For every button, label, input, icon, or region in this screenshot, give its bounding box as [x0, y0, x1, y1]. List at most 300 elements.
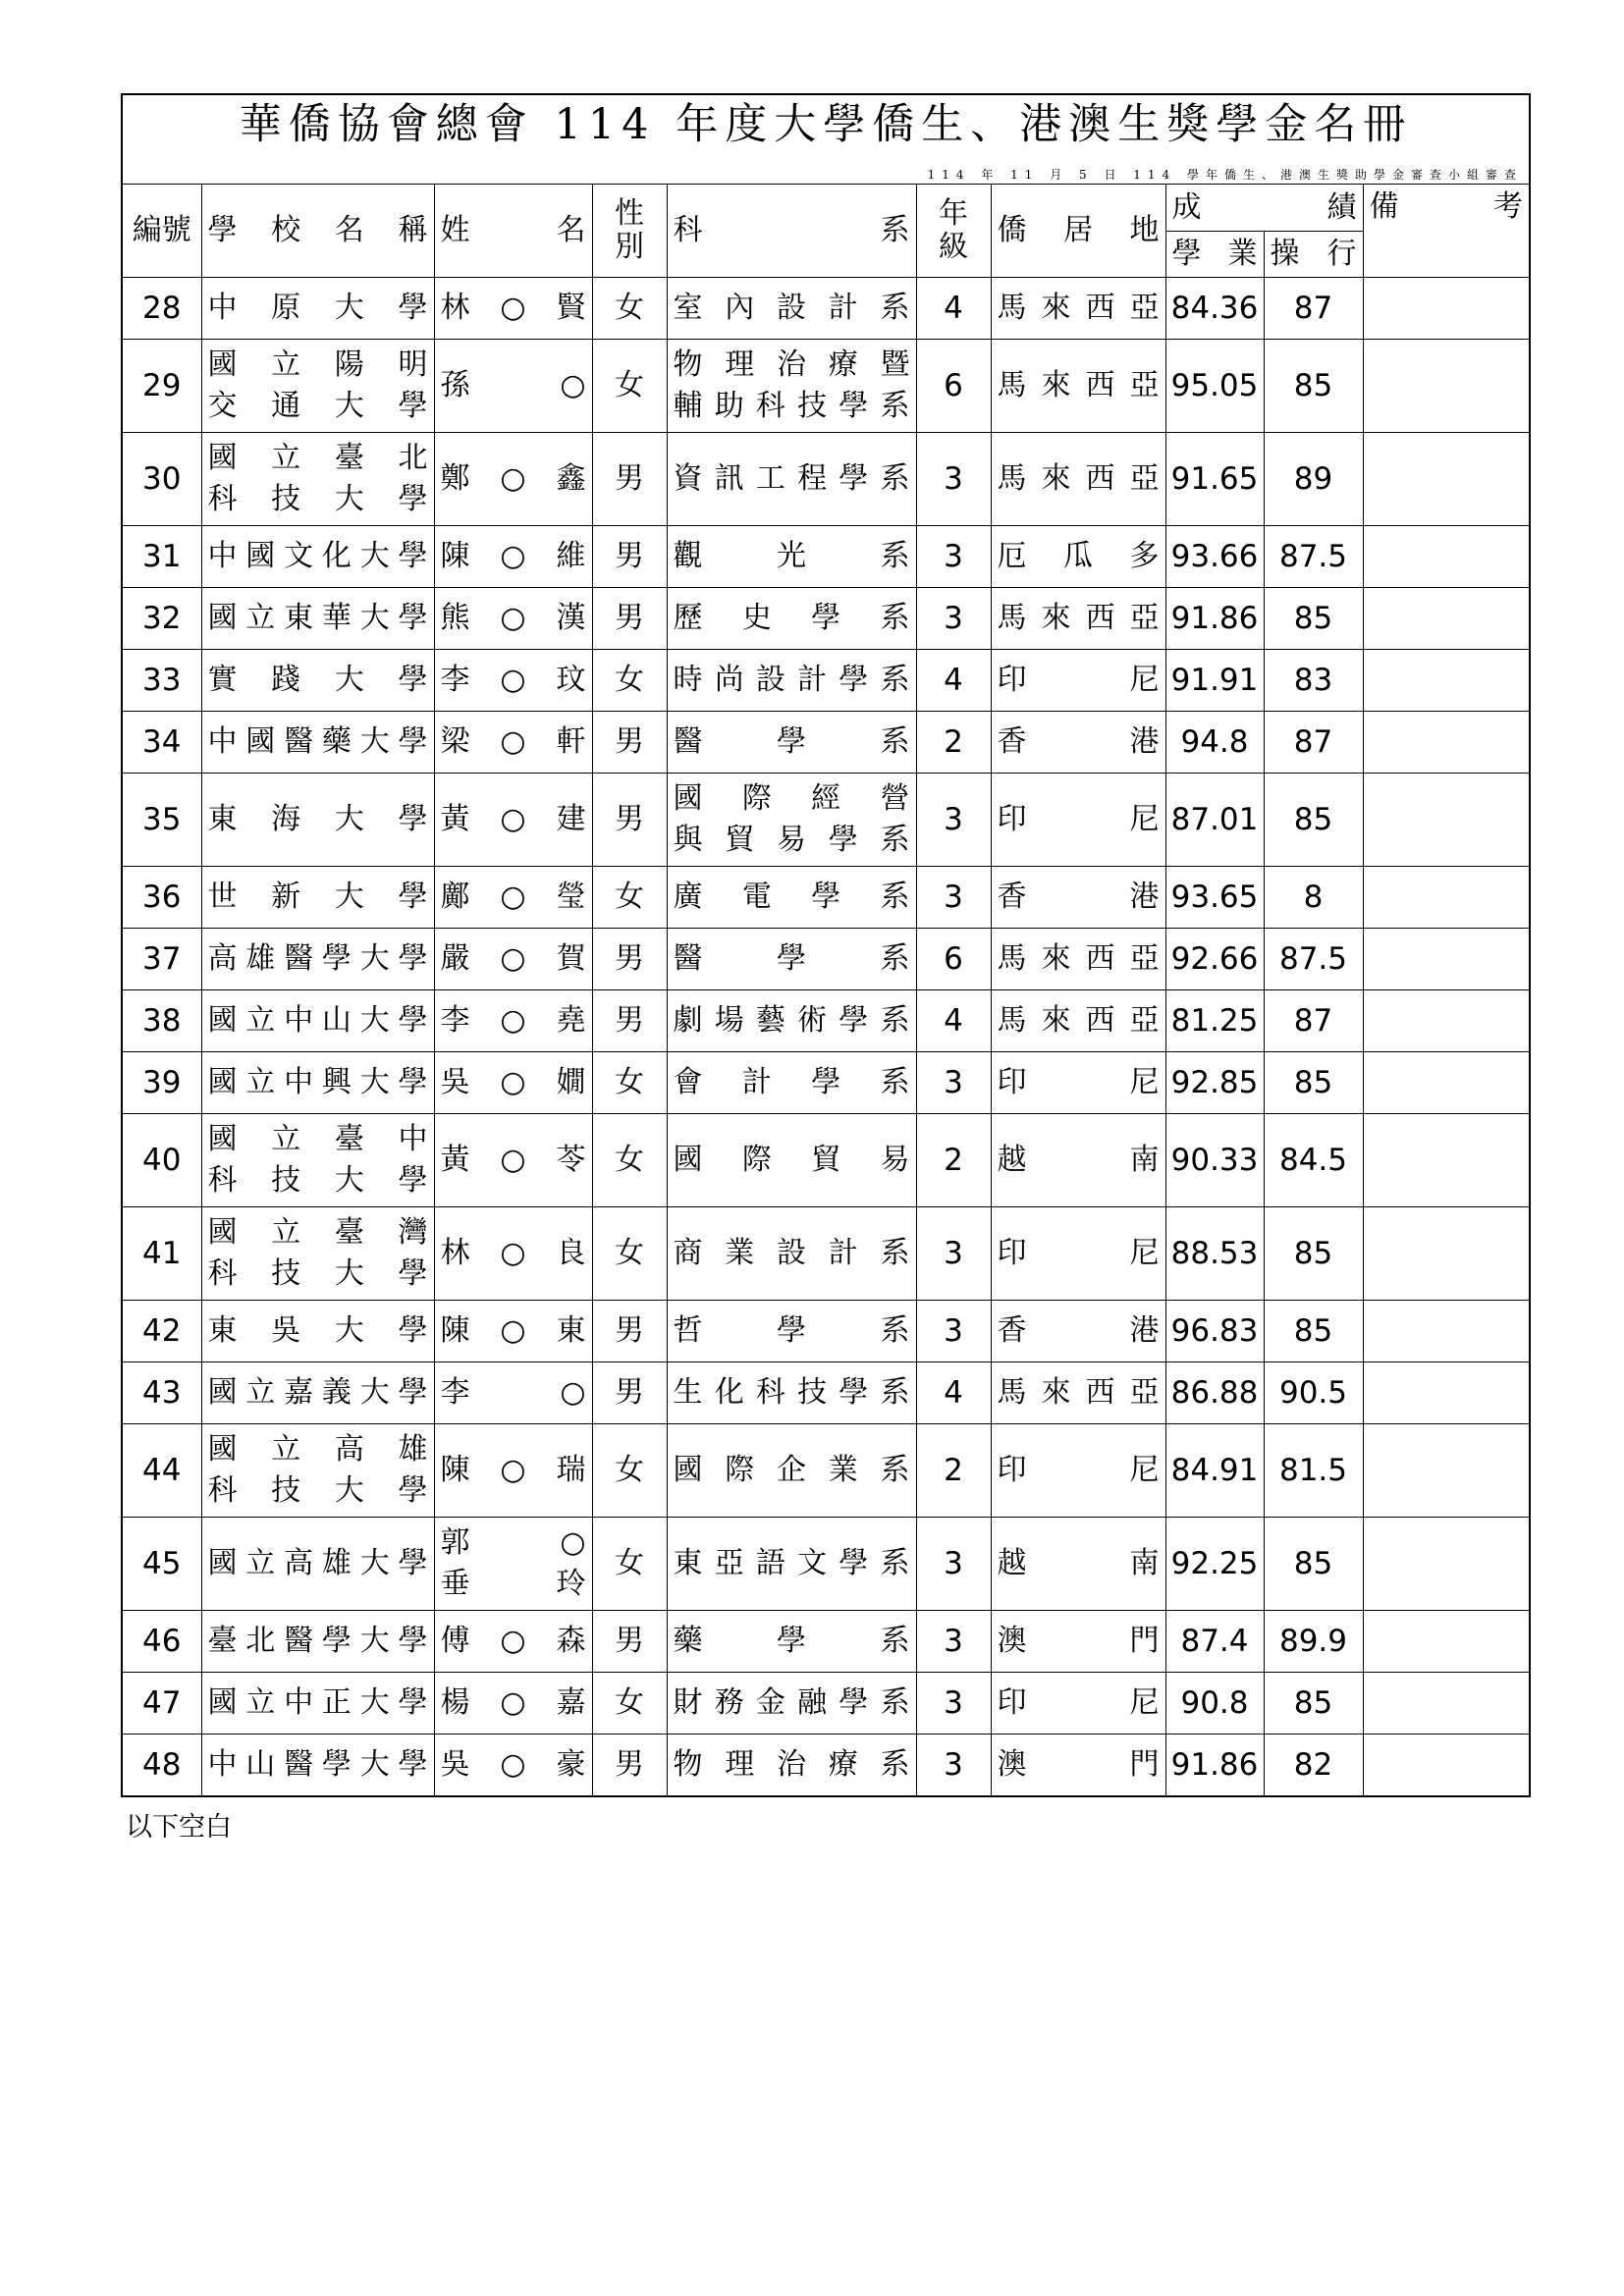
header-gender-line1: 性: [615, 196, 644, 231]
conduct-score: 89.9: [1264, 1611, 1363, 1673]
school-name-line: 國 立 高 雄: [207, 1432, 428, 1467]
residence-text: 印 尼: [997, 802, 1160, 836]
conduct-score: 87: [1264, 712, 1363, 774]
conduct-score: 82: [1264, 1735, 1363, 1796]
table-row: [122, 929, 1530, 990]
conduct-score: 87: [1264, 278, 1363, 340]
school-name-line: 高 雄 醫 學 大 學: [207, 941, 428, 976]
student-name: [434, 1518, 592, 1611]
scholarship-roster-sheet: [121, 93, 1529, 1843]
residence: [991, 1362, 1165, 1424]
school-name-line: 國 立 臺 灣: [207, 1215, 428, 1250]
row-number: 37: [122, 929, 201, 990]
student-name: [434, 526, 592, 588]
student-name: [434, 1207, 592, 1301]
table-row: [122, 278, 1530, 340]
title-cell: [122, 94, 1530, 185]
remarks: [1363, 340, 1530, 433]
school-name: [201, 712, 434, 774]
grade: 3: [916, 1301, 991, 1362]
residence-text: 越 南: [997, 1143, 1160, 1177]
school-name-line: 國 立 東 華 大 學: [207, 601, 428, 635]
header-grade: [916, 185, 991, 278]
conduct-score: 87.5: [1264, 526, 1363, 588]
academic-score: 96.83: [1165, 1301, 1264, 1362]
academic-score: 84.91: [1165, 1424, 1264, 1518]
gender: 女: [592, 340, 667, 433]
grade: 4: [916, 1362, 991, 1424]
title-row: [122, 94, 1530, 185]
residence-text: 馬 來 西 亞: [997, 368, 1160, 402]
grade: 3: [916, 433, 991, 526]
department-line: 國 際 經 營: [673, 781, 910, 816]
remarks: [1363, 1362, 1530, 1424]
table-row: [122, 712, 1530, 774]
student-name: [434, 1735, 592, 1796]
conduct-score: 87: [1264, 990, 1363, 1052]
student-name: [434, 1424, 592, 1518]
gender: 女: [592, 650, 667, 712]
gender: 女: [592, 1518, 667, 1611]
table-row: [122, 990, 1530, 1052]
school-name-line: 東 海 大 學: [207, 802, 428, 836]
table-row: [122, 1424, 1530, 1518]
remarks: [1363, 929, 1530, 990]
school-name: [201, 340, 434, 433]
header-scores: 成 績: [1165, 185, 1363, 232]
school-name: [201, 1518, 434, 1611]
student-name-line: 熊 ○ 漢: [440, 601, 586, 635]
academic-score: 95.05: [1165, 340, 1264, 433]
student-name: [434, 774, 592, 867]
department-line: 時 尚 設 計 學 系: [673, 663, 910, 697]
student-name-line: 鄭 ○ 鑫: [440, 461, 586, 496]
department-line: 物 理 治 療 系: [673, 1746, 910, 1782]
header-residence: 僑 居 地: [991, 185, 1165, 278]
school-name: [201, 990, 434, 1052]
department: [667, 1424, 916, 1518]
row-number: 30: [122, 433, 201, 526]
department: [667, 1362, 916, 1424]
conduct-score: 85: [1264, 1301, 1363, 1362]
remarks: [1363, 1673, 1530, 1735]
conduct-score: 84.5: [1264, 1114, 1363, 1207]
school-name: [201, 588, 434, 650]
residence: [991, 1611, 1165, 1673]
student-name-line: 陳 ○ 維: [440, 539, 586, 573]
student-name: [434, 278, 592, 340]
department-line: 財 務 金 融 學 系: [673, 1685, 910, 1720]
gender: 男: [592, 990, 667, 1052]
school-name: [201, 867, 434, 929]
header-gender: [592, 185, 667, 278]
department-line: 商 業 設 計 系: [673, 1236, 910, 1270]
academic-score: 88.53: [1165, 1207, 1264, 1301]
academic-score: 90.8: [1165, 1673, 1264, 1735]
department-line: 藥 學 系: [673, 1624, 910, 1658]
table-row: [122, 1362, 1530, 1424]
department-line: 國 際 企 業 系: [673, 1453, 910, 1487]
grade: 3: [916, 1052, 991, 1114]
residence: [991, 1518, 1165, 1611]
table-row: [122, 340, 1530, 433]
gender: 男: [592, 1611, 667, 1673]
student-name-line: 黃 ○ 苓: [440, 1143, 586, 1177]
student-name: [434, 1362, 592, 1424]
header-gender-line2: 別: [615, 230, 644, 264]
school-name-line: 科 技 大 學: [207, 1163, 428, 1198]
grade: 2: [916, 1424, 991, 1518]
table-row: [122, 1301, 1530, 1362]
grade: 3: [916, 1518, 991, 1611]
gender: 男: [592, 712, 667, 774]
table-row: [122, 1114, 1530, 1207]
department: [667, 650, 916, 712]
residence: [991, 990, 1165, 1052]
residence: [991, 588, 1165, 650]
student-name: [434, 588, 592, 650]
residence-text: 馬 來 西 亞: [997, 461, 1160, 496]
table-row: [122, 774, 1530, 867]
school-name-line: 中 原 大 學: [207, 291, 428, 325]
student-name-line: 梁 ○ 軒: [440, 724, 586, 759]
student-name: [434, 1114, 592, 1207]
row-number: 35: [122, 774, 201, 867]
student-name-line: 李 ○ 玟: [440, 663, 586, 697]
student-name-line: 吳 ○ 豪: [440, 1746, 586, 1782]
conduct-score: 83: [1264, 650, 1363, 712]
student-name: [434, 1301, 592, 1362]
remarks: [1363, 1301, 1530, 1362]
conduct-score: 85: [1264, 588, 1363, 650]
school-name: [201, 1735, 434, 1796]
school-name-line: 國 立 中 興 大 學: [207, 1065, 428, 1099]
department: [667, 1301, 916, 1362]
residence-text: 澳 門: [997, 1624, 1160, 1658]
remarks: [1363, 990, 1530, 1052]
student-name: [434, 1611, 592, 1673]
school-name: [201, 1052, 434, 1114]
school-name: [201, 1114, 434, 1207]
header-name: 姓 名: [434, 185, 592, 278]
academic-score: 90.33: [1165, 1114, 1264, 1207]
academic-score: 91.91: [1165, 650, 1264, 712]
remarks: [1363, 1424, 1530, 1518]
department: [667, 774, 916, 867]
grade: 3: [916, 1207, 991, 1301]
student-name: [434, 1052, 592, 1114]
conduct-score: 81.5: [1264, 1424, 1363, 1518]
department-line: 東 亞 語 文 學 系: [673, 1546, 910, 1580]
residence: [991, 1424, 1165, 1518]
grade: 3: [916, 867, 991, 929]
residence: [991, 278, 1165, 340]
grade: 4: [916, 990, 991, 1052]
grade: 6: [916, 340, 991, 433]
academic-score: 94.8: [1165, 712, 1264, 774]
department-line: 物 理 治 療 暨: [673, 347, 910, 382]
header-school: 學 校 名 稱: [201, 185, 434, 278]
student-name: [434, 712, 592, 774]
academic-score: 93.65: [1165, 867, 1264, 929]
row-number: 46: [122, 1611, 201, 1673]
department-line: 與 貿 易 學 系: [673, 823, 910, 857]
department: [667, 1673, 916, 1735]
row-number: 47: [122, 1673, 201, 1735]
department-line: 廣 電 學 系: [673, 880, 910, 914]
school-name: [201, 1424, 434, 1518]
gender: 男: [592, 526, 667, 588]
residence-text: 馬 來 西 亞: [997, 601, 1160, 635]
school-name: [201, 1301, 434, 1362]
residence: [991, 340, 1165, 433]
residence: [991, 1735, 1165, 1796]
gender: 女: [592, 1114, 667, 1207]
residence: [991, 867, 1165, 929]
grade: 2: [916, 1114, 991, 1207]
department: [667, 1518, 916, 1611]
department: [667, 278, 916, 340]
table-row: [122, 588, 1530, 650]
student-name-line: 垂 玲: [440, 1567, 586, 1601]
academic-score: 92.66: [1165, 929, 1264, 990]
remarks: [1363, 278, 1530, 340]
residence-text: 印 尼: [997, 1065, 1160, 1099]
department-line: 輔 助 科 技 學 系: [673, 389, 910, 423]
conduct-score: 87.5: [1264, 929, 1363, 990]
school-name-line: 科 技 大 學: [207, 1473, 428, 1508]
department-line: 歷 史 學 系: [673, 601, 910, 635]
department-line: 醫 學 系: [673, 941, 910, 976]
remarks: [1363, 1735, 1530, 1796]
student-name-line: 傅 ○ 森: [440, 1624, 586, 1658]
row-number: 39: [122, 1052, 201, 1114]
department-line: 醫 學 系: [673, 724, 910, 759]
school-name: [201, 774, 434, 867]
student-name-line: 孫 ○: [440, 368, 586, 402]
student-name-line: 李 ○ 堯: [440, 1003, 586, 1038]
department: [667, 433, 916, 526]
gender: 女: [592, 1052, 667, 1114]
remarks: [1363, 1518, 1530, 1611]
table-row: [122, 1673, 1530, 1735]
header-grade-line1: 年: [939, 196, 968, 231]
department-line: 會 計 學 系: [673, 1065, 910, 1099]
grade: 4: [916, 278, 991, 340]
school-name-line: 國 立 臺 北: [207, 441, 428, 475]
row-number: 45: [122, 1518, 201, 1611]
school-name: [201, 650, 434, 712]
remarks: [1363, 867, 1530, 929]
conduct-score: 90.5: [1264, 1362, 1363, 1424]
academic-score: 92.85: [1165, 1052, 1264, 1114]
department: [667, 526, 916, 588]
row-number: 42: [122, 1301, 201, 1362]
student-name-line: 林 ○ 賢: [440, 291, 586, 325]
student-name-line: 林 ○ 良: [440, 1236, 586, 1270]
grade: 3: [916, 774, 991, 867]
table-row: [122, 1735, 1530, 1796]
department: [667, 1735, 916, 1796]
gender: 男: [592, 1301, 667, 1362]
row-number: 38: [122, 990, 201, 1052]
academic-score: 93.66: [1165, 526, 1264, 588]
header-remarks: 備 考: [1363, 185, 1530, 278]
school-name: [201, 1207, 434, 1301]
header-grade-line2: 級: [939, 230, 968, 264]
school-name-line: 世 新 大 學: [207, 880, 428, 914]
student-name-line: 嚴 ○ 賀: [440, 941, 586, 976]
conduct-score: 85: [1264, 774, 1363, 867]
grade: 3: [916, 526, 991, 588]
row-number: 43: [122, 1362, 201, 1424]
remarks: [1363, 1207, 1530, 1301]
department-line: 哲 學 系: [673, 1313, 910, 1348]
residence-text: 印 尼: [997, 1453, 1160, 1487]
header-no: 編號: [122, 185, 201, 278]
academic-score: 91.65: [1165, 433, 1264, 526]
department: [667, 340, 916, 433]
academic-score: 81.25: [1165, 990, 1264, 1052]
conduct-score: 85: [1264, 1207, 1363, 1301]
grade: 3: [916, 1735, 991, 1796]
remarks: [1363, 1611, 1530, 1673]
department-line: 生 化 科 技 學 系: [673, 1375, 910, 1410]
department-line: 國 際 貿 易: [673, 1143, 910, 1177]
gender: 男: [592, 433, 667, 526]
school-name: [201, 278, 434, 340]
table-row: [122, 867, 1530, 929]
residence-text: 印 尼: [997, 1236, 1160, 1270]
academic-score: 91.86: [1165, 1735, 1264, 1796]
department-line: 劇 場 藝 術 學 系: [673, 1003, 910, 1038]
school-name-line: 實 踐 大 學: [207, 663, 428, 697]
residence: [991, 526, 1165, 588]
grade: 3: [916, 1673, 991, 1735]
remarks: [1363, 774, 1530, 867]
row-number: 40: [122, 1114, 201, 1207]
student-name: [434, 433, 592, 526]
department: [667, 1052, 916, 1114]
table-row: [122, 526, 1530, 588]
row-number: 33: [122, 650, 201, 712]
header-academic: 學 業: [1165, 232, 1264, 278]
school-name-line: 科 技 大 學: [207, 1256, 428, 1291]
student-name-line: 鄺 ○ 瑩: [440, 880, 586, 914]
row-number: 44: [122, 1424, 201, 1518]
residence-text: 香 港: [997, 1313, 1160, 1348]
school-name-line: 國 立 中 山 大 學: [207, 1003, 428, 1038]
residence-text: 印 尼: [997, 663, 1160, 697]
department: [667, 929, 916, 990]
student-name-line: 楊 ○ 嘉: [440, 1685, 586, 1720]
residence-text: 馬 來 西 亞: [997, 1375, 1160, 1410]
school-name-line: 中 國 文 化 大 學: [207, 539, 428, 573]
document-title: 華僑協會總會 114 年度大學僑生、港澳生獎學金名冊: [239, 100, 1413, 149]
school-name-line: 東 吳 大 學: [207, 1313, 428, 1348]
residence-text: 印 尼: [997, 1685, 1160, 1720]
gender: 男: [592, 929, 667, 990]
remarks: [1363, 712, 1530, 774]
conduct-score: 89: [1264, 433, 1363, 526]
residence: [991, 929, 1165, 990]
row-number: 34: [122, 712, 201, 774]
grade: 6: [916, 929, 991, 990]
residence: [991, 1114, 1165, 1207]
school-name-line: 國 立 臺 中: [207, 1122, 428, 1156]
remarks: [1363, 526, 1530, 588]
student-name-line: 陳 ○ 東: [440, 1313, 586, 1348]
student-name: [434, 929, 592, 990]
table-row: [122, 1207, 1530, 1301]
school-name-line: 國 立 陽 明: [207, 347, 428, 382]
school-name: [201, 526, 434, 588]
department-line: 觀 光 系: [673, 539, 910, 573]
student-name: [434, 1673, 592, 1735]
school-name-line: 交 通 大 學: [207, 389, 428, 423]
school-name: [201, 1673, 434, 1735]
table-row: [122, 1052, 1530, 1114]
academic-score: 87.01: [1165, 774, 1264, 867]
row-number: 41: [122, 1207, 201, 1301]
department: [667, 1207, 916, 1301]
header-row-top: [122, 185, 1530, 232]
header-department: 科 系: [667, 185, 916, 278]
scholarship-roster-table: [121, 93, 1531, 1797]
footer-note: 以下空白: [126, 1811, 232, 1842]
student-name: [434, 340, 592, 433]
school-name: [201, 929, 434, 990]
remarks: [1363, 1114, 1530, 1207]
school-name-line: 國 立 中 正 大 學: [207, 1685, 428, 1720]
residence-text: 厄 瓜 多: [997, 539, 1160, 573]
grade: 2: [916, 712, 991, 774]
row-number: 31: [122, 526, 201, 588]
school-name-line: 國 立 嘉 義 大 學: [207, 1375, 428, 1410]
residence: [991, 650, 1165, 712]
table-row: [122, 433, 1530, 526]
header-conduct: 操 行: [1264, 232, 1363, 278]
residence: [991, 774, 1165, 867]
gender: 男: [592, 1362, 667, 1424]
row-number: 48: [122, 1735, 201, 1796]
school-name-line: 國 立 高 雄 大 學: [207, 1546, 428, 1580]
gender: 女: [592, 1673, 667, 1735]
department: [667, 1611, 916, 1673]
department: [667, 867, 916, 929]
gender: 男: [592, 588, 667, 650]
school-name: [201, 433, 434, 526]
residence: [991, 712, 1165, 774]
remarks: [1363, 433, 1530, 526]
table-row: [122, 650, 1530, 712]
academic-score: 86.88: [1165, 1362, 1264, 1424]
department: [667, 1114, 916, 1207]
conduct-score: 85: [1264, 340, 1363, 433]
department: [667, 712, 916, 774]
grade: 3: [916, 1611, 991, 1673]
gender: 女: [592, 278, 667, 340]
gender: 男: [592, 1735, 667, 1796]
gender: 男: [592, 774, 667, 867]
remarks: [1363, 650, 1530, 712]
school-name-line: 中 山 醫 學 大 學: [207, 1746, 428, 1782]
grade: 3: [916, 588, 991, 650]
gender: 女: [592, 1424, 667, 1518]
student-name-line: 吳 ○ 嫺: [440, 1065, 586, 1099]
residence-text: 馬 來 西 亞: [997, 941, 1160, 976]
student-name-line: 李 ○: [440, 1375, 586, 1410]
